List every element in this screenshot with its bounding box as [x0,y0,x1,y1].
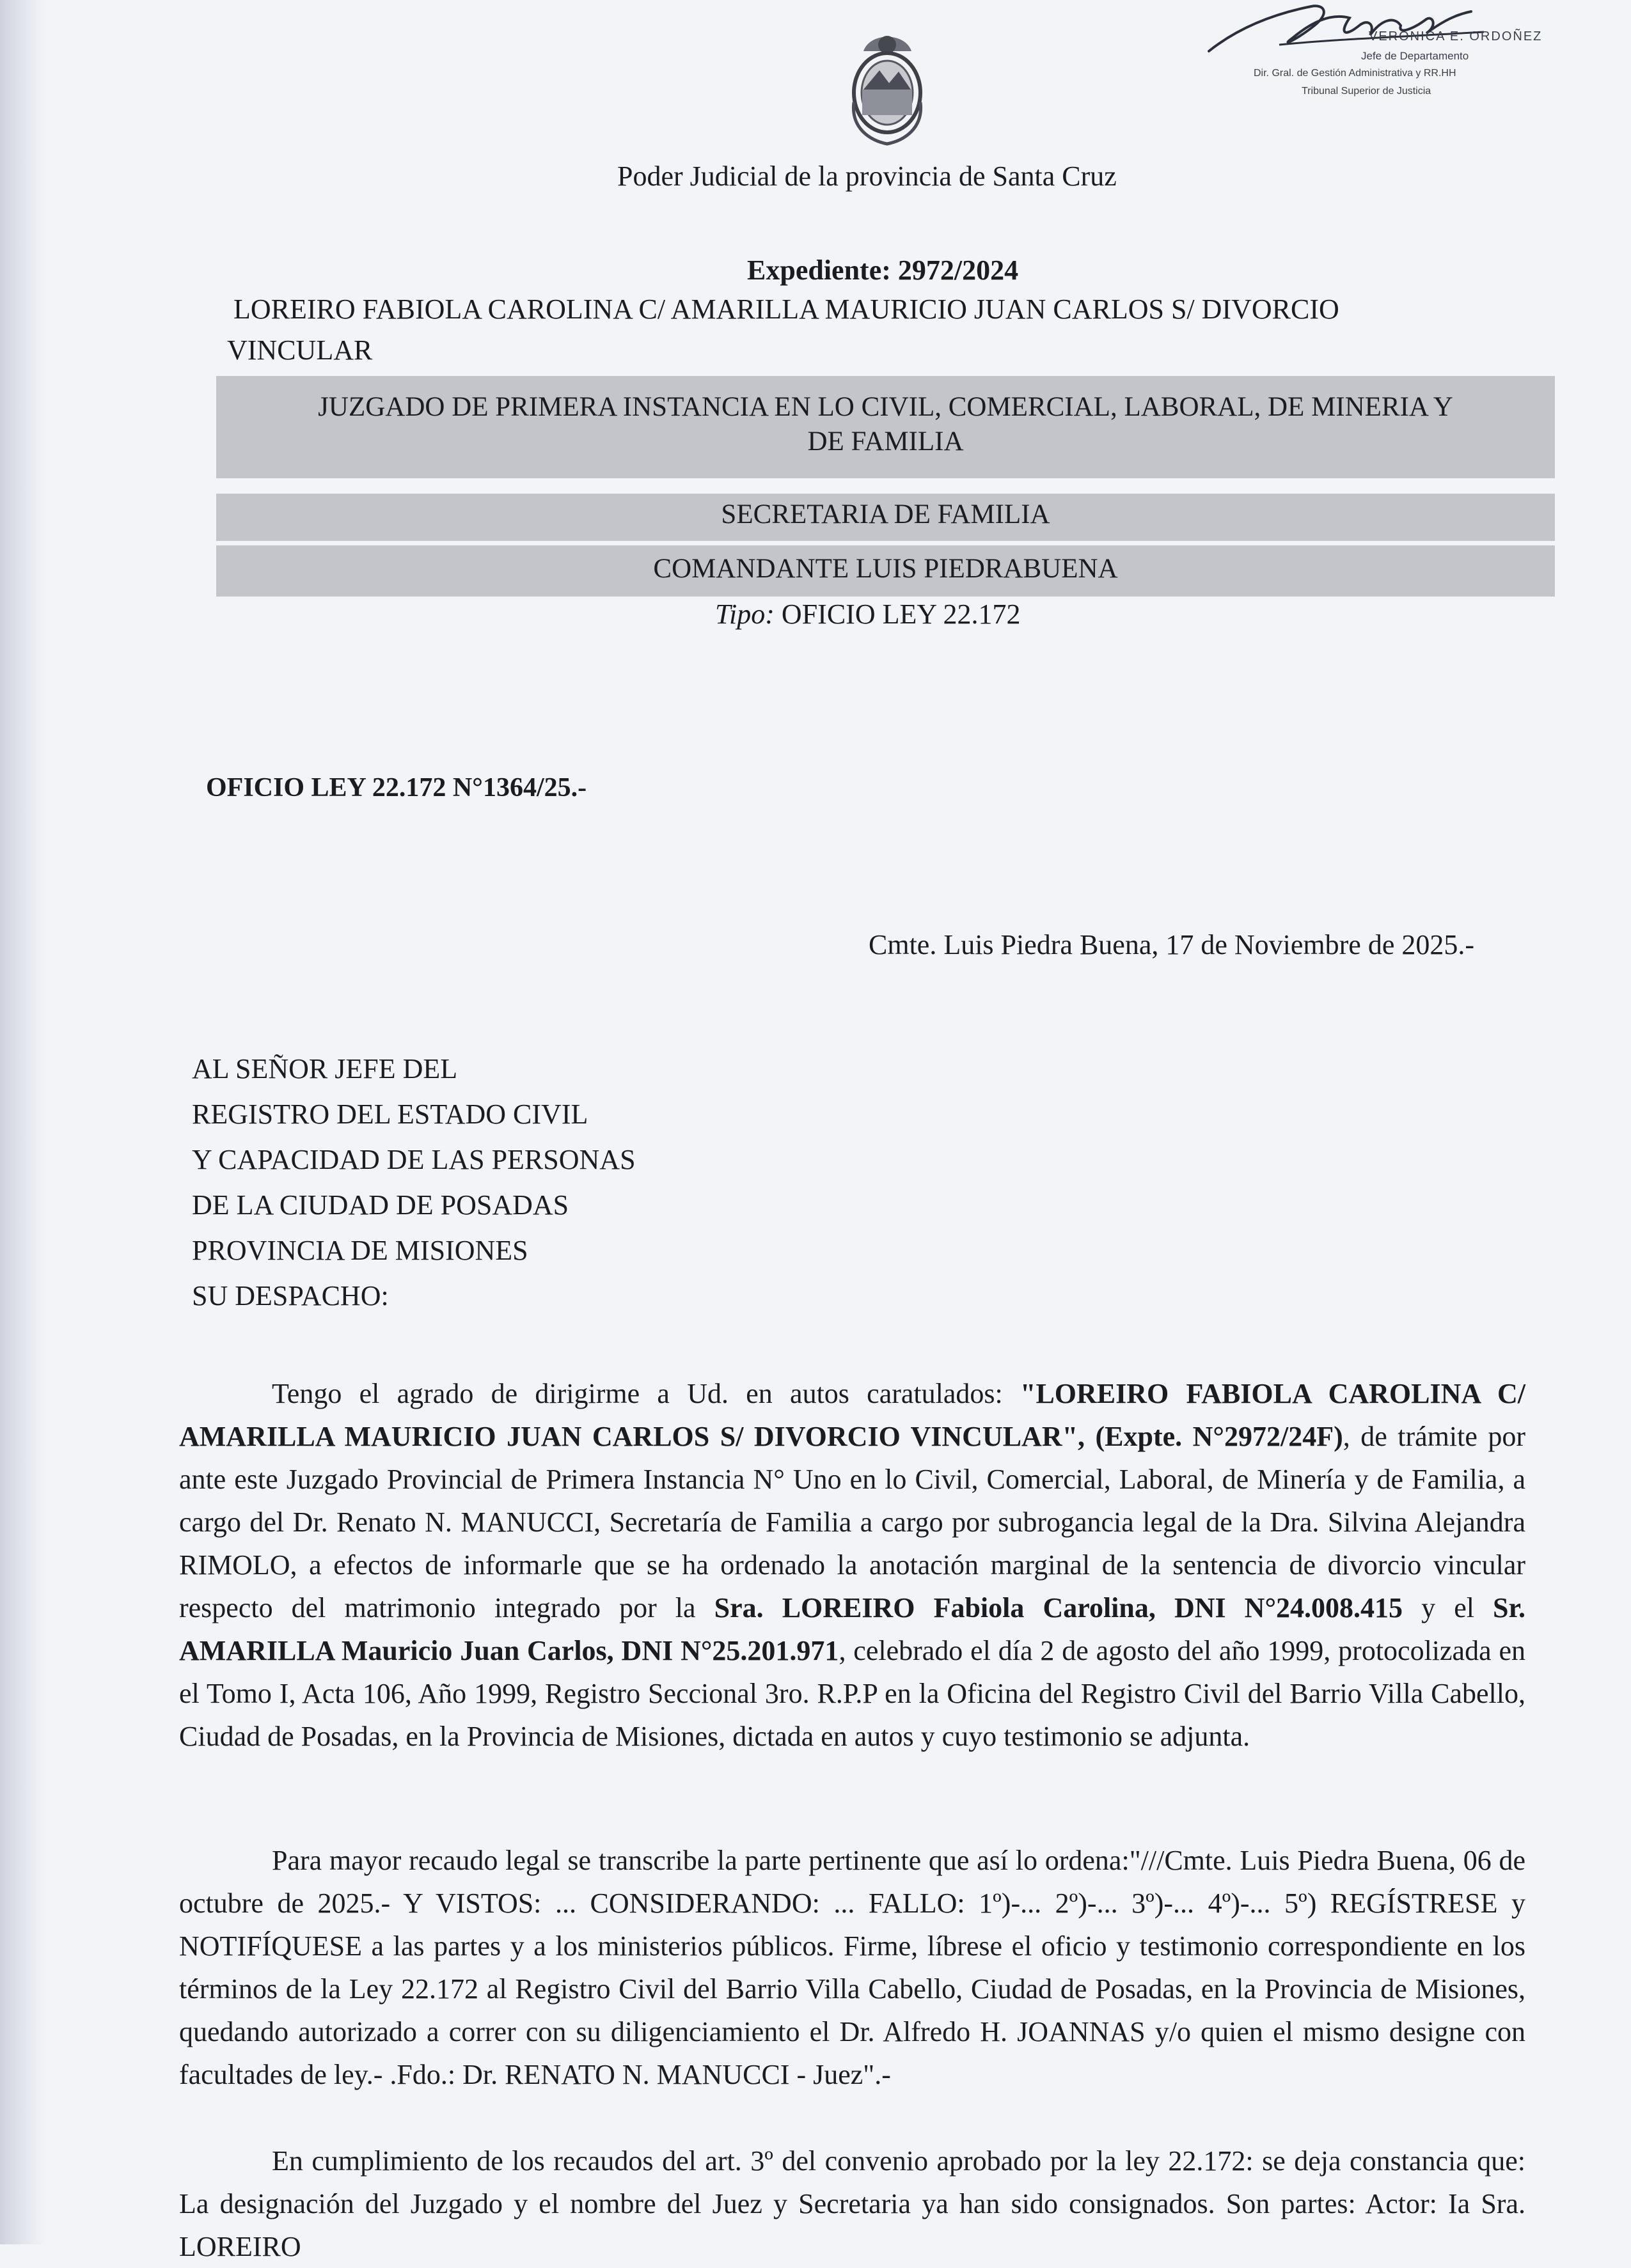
p1-text-c: , de trámite por ante este Juzgado Provincial de Primera Instancia N° Uno en lo Civil, Comercial, Laboral, de Minería y de Familia, a cargo del Dr. Renato N. MANUCCI, Secretaría de Familia a cargo por subrogancia legal de la Dra. Silvina Alejandra RIMOLO, a efectos de informarle que se ha ordenado la anotación marginal de la sentencia de divorcio vincular respecto del matrimonio integrado por la [179,1421,1525,1623]
signature-stamp [1202,0,1548,128]
secretaria-text: SECRETARIA DE FAMILIA [721,499,1050,529]
party-2-bold: Sr. AMARILLA Mauricio Juan Carlos, DNI N°25.201.971 [179,1592,1525,1666]
expediente-value: 2972/2024 [897,254,1019,286]
addressee-line: REGISTRO DEL ESTADO CIVIL [192,1099,588,1130]
p3-text: En cumplimiento de los recaudos del art. 3º del convenio aprobado por la ley 22.172: se deja constancia que: La designación del Juzgado y el nombre del Juez y Secretaria ya han sido consignados. Son partes: Actor: Ia Sra. LOREIRO [179,2145,1525,2262]
case-title-bold: "LOREIRO FABIOLA CAROLINA C/ AMARILLA MAURICIO JUAN CARLOS S/ DIVORCIO VINCULAR", (Expte. N°2972/24F) [179,1378,1526,1452]
secretaria-band [216,494,1555,541]
stamp-line-2: Dir. Gral. de Gestión Administrativa y RR.HH [1254,68,1456,79]
p2-text: Para mayor recaudo legal se transcribe la parte pertinente que así lo ordena:"///Cmte. Luis Piedra Buena, 06 de octubre de 2025.- Y VISTOS: ... CONSIDERANDO: ... FALLO: 1º)-... 2º)-... 3º)-... 4º)-... 5º) REGÍSTRESE y NOTIFÍQUESE a las partes y a los ministerios públicos. Firme, líbrese el oficio y testimonio correspondiente en los términos de la Ley 22.172 al Registro Civil del Barrio Villa Cabello, Ciudad de Posadas, en la Provincia de Misiones, quedando autorizado a correr con su diligenciamiento el Dr. Alfredo H. JOANNAS y/o quien el mismo designe con facultades de ley.- .Fdo.: Dr. RENATO N. MANUCCI - Juez".- [179,1845,1525,2090]
juzgado-band [216,376,1555,478]
expediente-label: Expediente: [747,254,891,286]
p1-text-e: y el [1403,1592,1493,1623]
caratula-line-1: LOREIRO FABIOLA CAROLINA C/ AMARILLA MAURICIO JUAN CARLOS S/ DIVORCIO [233,293,1339,325]
addressee-line: Y CAPACIDAD DE LAS PERSONAS [192,1144,636,1175]
body-paragraph-2 [179,1839,1525,2096]
oficio-number: OFICIO LEY 22.172 N°1364/25.- [206,773,587,802]
stamp-name: VERONICA E. ORDOÑEZ [1369,29,1543,43]
caratula-line-2: VINCULAR [227,334,373,366]
addressee-block [192,1046,636,1318]
stamp-line-1: Jefe de Departamento [1361,50,1469,62]
addressee-line: AL SEÑOR JEFE DEL [192,1053,458,1084]
body-paragraph-1 [179,1372,1525,1758]
localidad-band [216,545,1555,597]
date-line: Cmte. Luis Piedra Buena, 17 de Noviembre de 2025.- [869,929,1475,960]
addressee-line: PROVINCIA DE MISIONES [192,1235,528,1266]
court-name: Poder Judicial de la provincia de Santa Cruz [617,160,1117,192]
addressee-line: SU DESPACHO: [192,1280,389,1311]
addressee-line: DE LA CIUDAD DE POSADAS [192,1189,569,1221]
tipo-value: OFICIO LEY 22.172 [781,598,1021,630]
p1-text-g: , celebrado el día 2 de agosto del año 1999, protocolizada en el Tomo I, Acta 106, Año 1999, Registro Seccional 3ro. R.P.P en la Oficina del Registro Civil del Barrio Villa Cabello, Ciudad de Posadas, en la Provincia de Misiones, dictada en autos y cuyo testimonio se adjunta. [179,1635,1525,1752]
juzgado-line-1: JUZGADO DE PRIMERA INSTANCIA EN LO CIVIL, COMERCIAL, LABORAL, DE MINERIA Y [318,392,1453,422]
body-paragraph-3 [179,2139,1525,2268]
santa-cruz-coat-of-arms-icon [844,26,931,150]
tipo-line [715,598,1021,630]
localidad-text: COMANDANTE LUIS PIEDRABUENA [653,554,1118,584]
party-1-bold: Sra. LOREIRO Fabiola Carolina, DNI N°24.008.415 [714,1592,1403,1623]
stamp-line-3: Tribunal Superior de Justicia [1302,86,1431,97]
juzgado-line-2: DE FAMILIA [807,426,964,457]
p1-text-a: Tengo el agrado de dirigirme a Ud. en autos caratulados: [272,1378,1021,1409]
tipo-label: Tipo: [715,598,775,630]
page-edge [0,0,45,2244]
expediente-line [747,254,1018,286]
